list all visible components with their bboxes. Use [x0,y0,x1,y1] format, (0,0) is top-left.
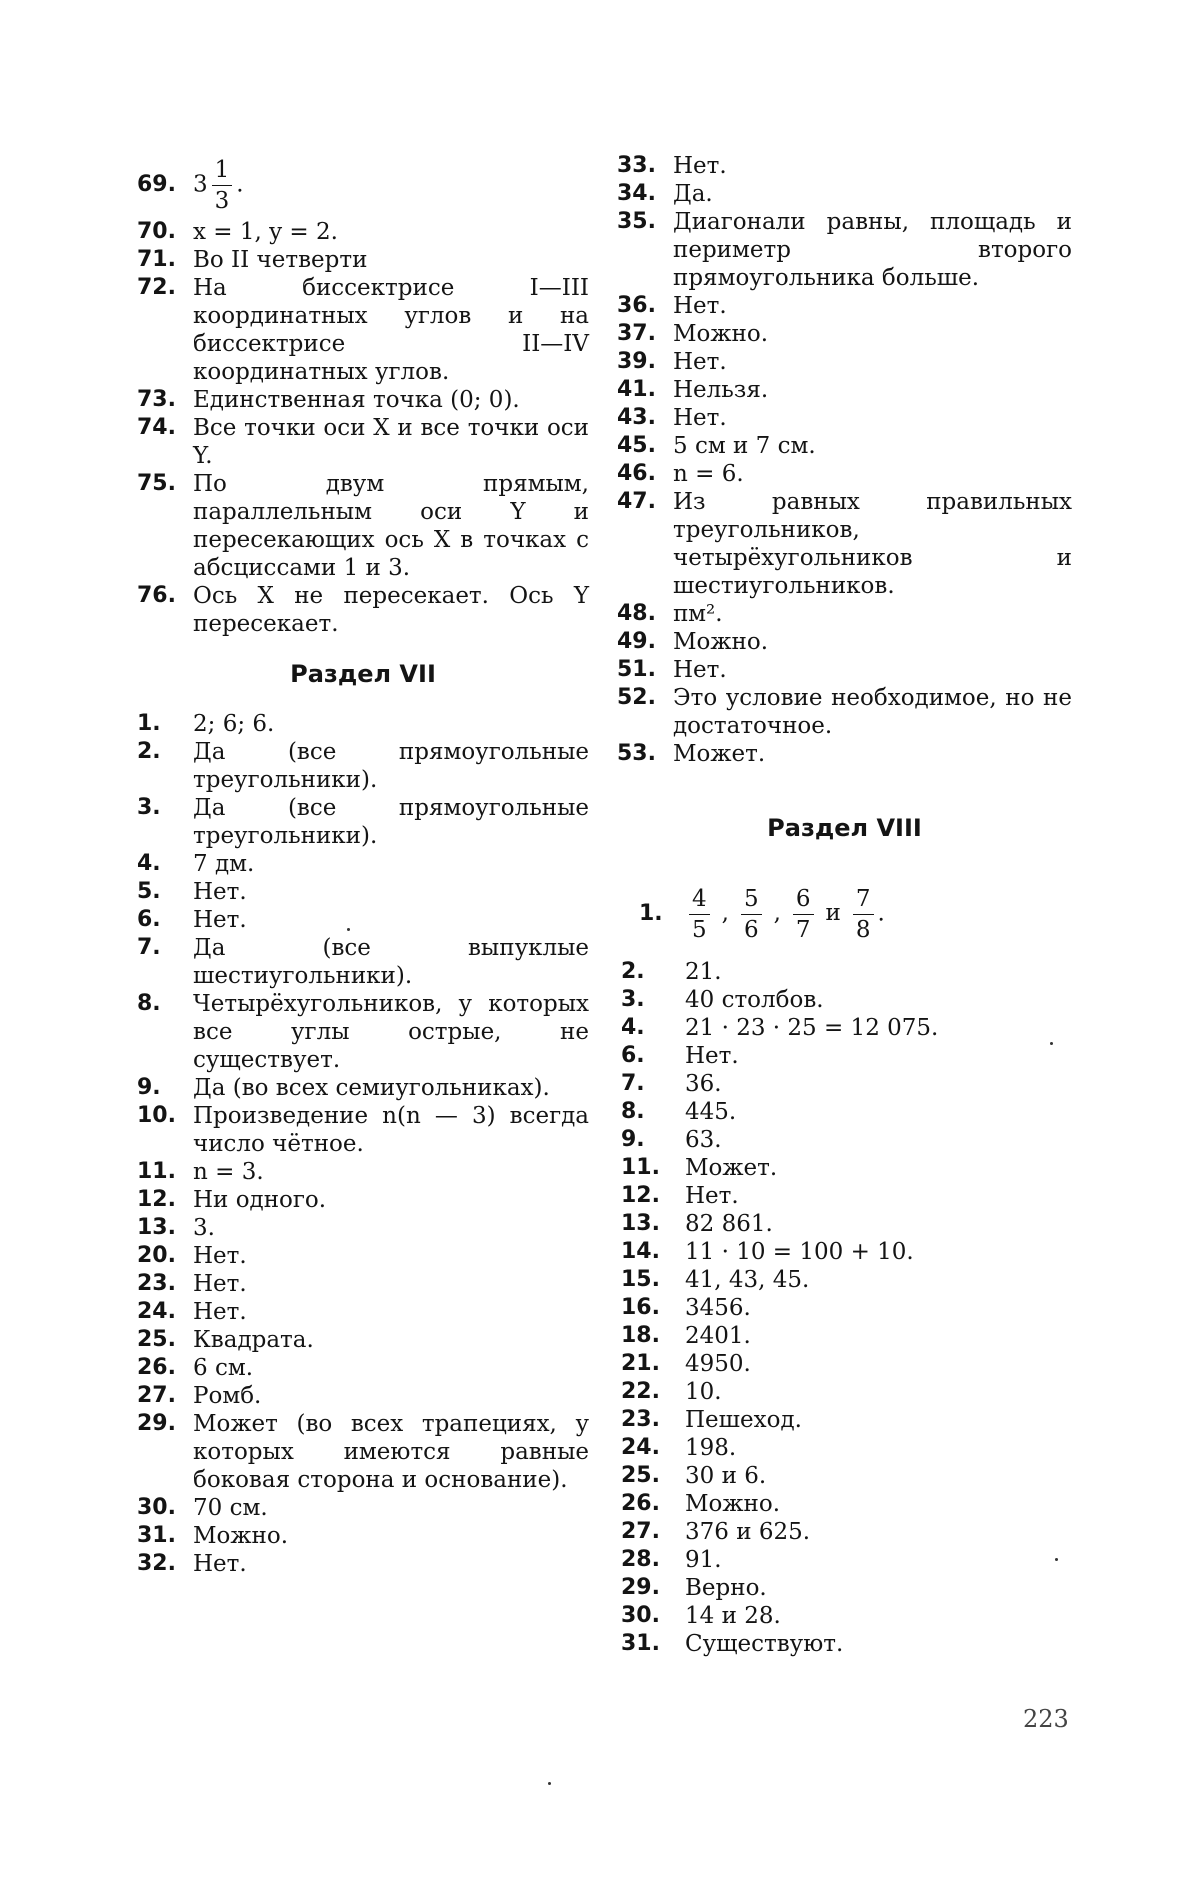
entry-number: 2. [617,958,685,986]
conjunction: и [826,900,841,926]
entry-number: 23. [617,1406,685,1434]
entry-text: Все точки оси X и все точки оси Y. [193,414,589,470]
answer-entry [137,990,589,1074]
entry-number: 26. [617,1490,685,1518]
answer-entry [617,1406,1072,1434]
entry-text: Четырёхугольников, у которых все углы острые, не существует. [193,990,589,1074]
entry-text: n = 6. [673,460,1072,488]
answer-entry [617,348,1072,376]
entry-text: 4950. [685,1350,1072,1378]
entry-number: 69. [137,171,193,199]
numerator: 4 [689,884,710,915]
entry-number: 45. [617,432,673,460]
fraction [741,884,762,945]
numerator: 1 [212,155,233,186]
answer-entry [137,1494,589,1522]
answer-entry [137,906,589,934]
entry-text: Существуют. [685,1630,1072,1658]
answer-entry [617,1518,1072,1546]
answer-entry [137,470,589,582]
left-column [137,152,589,1578]
entry-number: 13. [137,1214,193,1242]
entry-text: 2401. [685,1322,1072,1350]
answer-entry [137,1214,589,1242]
entry-text: Да (все прямоугольные треугольники). [193,794,589,850]
answer-entry [617,404,1072,432]
entry-text: Во II четверти [193,246,589,274]
answer-entry [617,1266,1072,1294]
entry-number: 28. [617,1546,685,1574]
entry-number: 30. [617,1602,685,1630]
entry-text: Верно. [685,1574,1072,1602]
entry-number: 22. [617,1378,685,1406]
answer-entry [617,1154,1072,1182]
entry-number: 3. [137,794,193,850]
entry-text: 7 дм. [193,850,589,878]
entry-text: Может (во всех трапециях, у которых имеются равные боковая сторона и основание). [193,1410,589,1494]
entry-number: 18. [617,1322,685,1350]
entry-number: 14. [617,1238,685,1266]
entry-number: 31. [617,1630,685,1658]
section-heading-viii: Раздел VIII [617,814,1072,842]
comma: , [722,900,729,926]
entry-text: Можно. [685,1490,1072,1518]
entry-text: Нет. [673,348,1072,376]
answer-entry [617,460,1072,488]
answer-entry [617,1546,1072,1574]
entry-text: 5 см и 7 см. [673,432,1072,460]
entry-text: 198. [685,1434,1072,1462]
answer-entry [617,1042,1072,1070]
entry-number: 11. [617,1154,685,1182]
entry-text: Это условие необходимое, но не достаточное. [673,684,1072,740]
entry-number: 73. [137,386,193,414]
answer-entry-fractions [617,876,1072,952]
entry-text: 41, 43, 45. [685,1266,1072,1294]
denominator: 7 [793,915,814,945]
answer-entry [137,1354,589,1382]
answer-entry [137,1522,589,1550]
entry-text: Нет. [193,1298,589,1326]
answer-entry [137,1186,589,1214]
entry-text: Да. [673,180,1072,208]
entry-number: 53. [617,740,673,768]
entry-number: 32. [137,1550,193,1578]
answer-entry [617,1350,1072,1378]
entry-text: Нет. [673,152,1072,180]
entry-text: На биссектрисе I—III координатных углов и на биссектрисе II—IV координатных углов. [193,274,589,386]
answer-entry [137,1298,589,1326]
answer-entry [617,1210,1072,1238]
answer-list [617,958,1072,1658]
answer-entry [137,878,589,906]
print-speck [1055,1558,1058,1561]
entry-text: Да (все прямоугольные треугольники). [193,738,589,794]
answer-entry [137,582,589,638]
entry-number: 9. [617,1126,685,1154]
answer-entry [617,1630,1072,1658]
answer-entry [137,274,589,386]
entry-number: 16. [617,1294,685,1322]
entry-number: 74. [137,414,193,470]
entry-number: 29. [617,1574,685,1602]
answer-entry [617,986,1072,1014]
entry-text: 2; 6; 6. [193,710,589,738]
entry-text: Может. [685,1154,1072,1182]
entry-text: 445. [685,1098,1072,1126]
entry-number: 25. [137,1326,193,1354]
entry-text: Можно. [673,628,1072,656]
entry-text: Может. [673,740,1072,768]
right-column [617,152,1072,1658]
entry-number: 21. [617,1350,685,1378]
answer-entry [617,432,1072,460]
answer-entry [617,1378,1072,1406]
denominator: 3 [212,186,233,216]
entry-text: Ось X не пересекает. Ось Y пересекает. [193,582,589,638]
entry-text: Единственная точка (0; 0). [193,386,589,414]
answer-entry [137,1102,589,1158]
entry-number: 24. [137,1298,193,1326]
entry-number: 39. [617,348,673,376]
entry-text: 21 · 23 · 25 = 12 075. [685,1014,1072,1042]
answer-entry [617,1574,1072,1602]
answer-entry [137,1270,589,1298]
answer-entry [617,1434,1072,1462]
fraction [853,884,874,945]
answer-entry [137,218,589,246]
fraction [689,884,710,945]
numerator: 5 [741,884,762,915]
entry-number: 71. [137,246,193,274]
entry-number: 8. [137,990,193,1074]
entry-number: 34. [617,180,673,208]
denominator: 8 [853,915,874,945]
entry-number: 29. [137,1410,193,1494]
entry-number: 2. [137,738,193,794]
entry-number: 49. [617,628,673,656]
answer-entry [617,208,1072,292]
entry-text: n = 3. [193,1158,589,1186]
answer-entry [137,1410,589,1494]
entry-number: 48. [617,600,673,628]
entry-text: 14 и 28. [685,1602,1072,1630]
answer-entry [137,386,589,414]
entry-number: 24. [617,1434,685,1462]
entry-text: Ни одного. [193,1186,589,1214]
entry-text: Нет. [685,1042,1072,1070]
denominator: 5 [689,915,710,945]
entry-number: 4. [617,1014,685,1042]
entry-number: 4. [137,850,193,878]
fraction [212,155,233,216]
entry-number: 51. [617,656,673,684]
answer-entry [137,738,589,794]
page-number: 223 [1023,1705,1069,1733]
answer-entry [617,1098,1072,1126]
entry-text: 40 столбов. [685,986,1072,1014]
entry-number: 41. [617,376,673,404]
entry-text: πм². [673,600,1072,628]
entry-text: Нет. [193,1270,589,1298]
entry-number: 75. [137,470,193,582]
answer-entry [617,1014,1072,1042]
answer-entry [617,292,1072,320]
answer-entry [137,1074,589,1102]
entry-number: 72. [137,274,193,386]
fraction [793,884,814,945]
entry-text: Ромб. [193,1382,589,1410]
entry-text: Из равных правильных треугольников, четырёхугольников и шестиугольников. [673,488,1072,600]
entry-number: 36. [617,292,673,320]
numerator: 6 [793,884,814,915]
answer-entry [137,710,589,738]
entry-text: 70 см. [193,1494,589,1522]
entry-number: 10. [137,1102,193,1158]
entry-text: 6 см. [193,1354,589,1382]
entry-number: 7. [137,934,193,990]
entry-number: 6. [137,906,193,934]
entry-number: 27. [137,1382,193,1410]
entry-number: 12. [617,1182,685,1210]
answer-entry [137,934,589,990]
entry-text: x = 1, y = 2. [193,218,589,246]
entry-text: Нет. [673,292,1072,320]
entry-text: Произведение n(n — 3) всегда число чётное. [193,1102,589,1158]
answer-entry [137,1382,589,1410]
entry-number: 46. [617,460,673,488]
entry-number: 11. [137,1158,193,1186]
mixed-fraction [193,155,589,216]
entry-text: 82 861. [685,1210,1072,1238]
period: . [878,900,885,926]
entry-number: 26. [137,1354,193,1382]
entry-text: Да (во всех семиугольниках). [193,1074,589,1102]
answer-entry [137,1326,589,1354]
print-speck [548,1782,551,1785]
entry-number: 6. [617,1042,685,1070]
comma: , [774,900,781,926]
entry-number: 7. [617,1070,685,1098]
entry-number: 23. [137,1270,193,1298]
answer-entry [617,488,1072,600]
entry-number: 8. [617,1098,685,1126]
entry-text: Нет. [685,1182,1072,1210]
answer-entry [617,600,1072,628]
entry-number: 33. [617,152,673,180]
entry-text: Пешеход. [685,1406,1072,1434]
entry-number: 70. [137,218,193,246]
entry-text: Нет. [193,1550,589,1578]
entry-number: 12. [137,1186,193,1214]
answer-entry [137,1550,589,1578]
entry-text: Нет. [193,1242,589,1270]
entry-number: 43. [617,404,673,432]
entry-number: 1. [137,710,193,738]
answer-entry [617,628,1072,656]
print-speck [1050,1042,1053,1045]
entry-text: 10. [685,1378,1072,1406]
entry-text: 91. [685,1546,1072,1574]
entry-text: 11 · 10 = 100 + 10. [685,1238,1072,1266]
entry-text: 30 и 6. [685,1462,1072,1490]
entry-number: 3. [617,986,685,1014]
entry-text: Нет. [193,878,589,906]
denominator: 6 [741,915,762,945]
answer-entry [617,1490,1072,1518]
entry-text: 21. [685,958,1072,986]
entry-text: Да (все выпуклые шестиугольники). [193,934,589,990]
entry-text: Можно. [673,320,1072,348]
entry-number: 25. [617,1462,685,1490]
answer-entry [617,1462,1072,1490]
entry-number: 9. [137,1074,193,1102]
answer-entry [617,1070,1072,1098]
entry-text: Диагонали равны, площадь и периметр второго прямоугольника больше. [673,208,1072,292]
answer-entry [617,1182,1072,1210]
print-speck [347,928,350,931]
entry-number: 35. [617,208,673,292]
entry-text: Можно. [193,1522,589,1550]
entry-text: Нельзя. [673,376,1072,404]
answer-list [617,152,1072,768]
entry-number: 27. [617,1518,685,1546]
entry-number: 76. [137,582,193,638]
answer-entry [137,850,589,878]
entry-number: 15. [617,1266,685,1294]
entry-text: 3456. [685,1294,1072,1322]
entry-text: По двум прямым, параллельным оси Y и пересекающих ось X в точках с абсциссами 1 и 3. [193,470,589,582]
answer-entry [617,656,1072,684]
entry-number: 20. [137,1242,193,1270]
entry-text: 36. [685,1070,1072,1098]
answer-entry [617,376,1072,404]
section-heading-vii: Раздел VII [137,660,589,688]
answer-entry [617,180,1072,208]
answer-entry [617,1294,1072,1322]
entry-number: 37. [617,320,673,348]
entry-number: 1. [617,900,685,928]
answer-entry [137,794,589,850]
answer-list [137,710,589,1578]
entry-number: 52. [617,684,673,740]
whole-part: 3 [193,171,208,197]
answer-entry [617,152,1072,180]
answer-entry [617,1322,1072,1350]
entry-text: 3. [193,1214,589,1242]
answer-entry-69 [137,152,589,218]
period: . [236,171,243,197]
entry-text: 376 и 625. [685,1518,1072,1546]
fraction-sequence [685,884,1072,945]
answer-entry [137,414,589,470]
entry-text: Нет. [673,656,1072,684]
entry-number: 31. [137,1522,193,1550]
entry-number: 5. [137,878,193,906]
answer-entry [617,320,1072,348]
answer-list [137,218,589,638]
entry-text: Квадрата. [193,1326,589,1354]
entry-number: 13. [617,1210,685,1238]
entry-text: 63. [685,1126,1072,1154]
numerator: 7 [853,884,874,915]
entry-text: Нет. [193,906,589,934]
answer-entry [617,1126,1072,1154]
entry-number: 30. [137,1494,193,1522]
answer-entry [617,1238,1072,1266]
answer-entry [617,1602,1072,1630]
answer-entry [617,958,1072,986]
answer-entry [137,1242,589,1270]
entry-text: Нет. [673,404,1072,432]
answer-entry [137,246,589,274]
answer-entry [617,684,1072,740]
answer-entry [137,1158,589,1186]
answer-entry [617,740,1072,768]
entry-number: 47. [617,488,673,600]
